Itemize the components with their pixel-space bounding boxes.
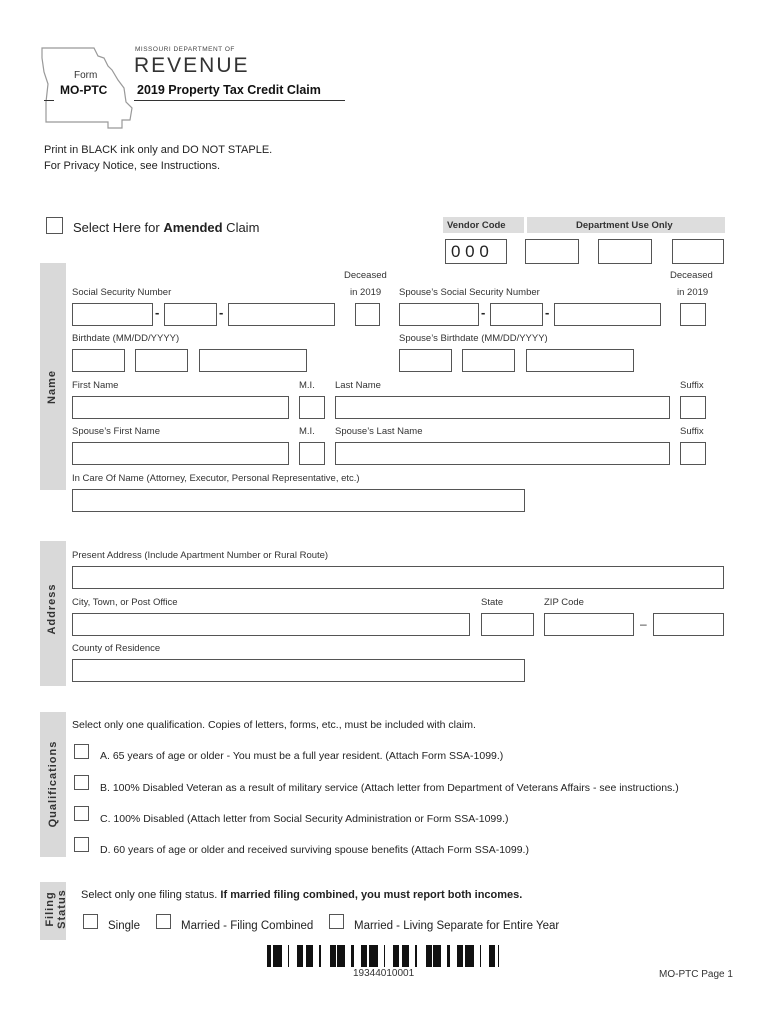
zip-label: ZIP Code [544, 597, 584, 608]
qualifications-band-label: Qualifications [47, 740, 59, 828]
agency-name: REVENUE [134, 54, 250, 77]
ssn-dash-1: - [155, 305, 160, 320]
dept-use-label: Department Use Only [576, 220, 673, 231]
zip-input[interactable] [544, 613, 634, 636]
deceased-year-label: in 2019 [350, 287, 382, 298]
qualification-a-checkbox[interactable] [74, 744, 89, 759]
instruction-line-1: Print in BLACK ink only and DO NOT STAPLE. [44, 144, 273, 156]
barcode-number: 19344010001 [353, 968, 415, 979]
ssn-part-3[interactable] [228, 303, 335, 326]
spouse-suffix-label: Suffix [680, 426, 704, 437]
spouse-birth-year[interactable] [526, 349, 634, 372]
spouse-ssn-part-2[interactable] [490, 303, 543, 326]
state-label: State [481, 597, 504, 608]
name-band-label: Name [46, 370, 58, 404]
amended-bold: Amended [163, 220, 223, 235]
qualification-b-checkbox[interactable] [74, 775, 89, 790]
city-input[interactable] [72, 613, 470, 636]
mi-label: M.I. [299, 380, 315, 391]
spouse-ssn-dash-2: - [545, 305, 550, 320]
ssn-dash-2: - [219, 305, 224, 320]
vendor-code-value: 0 0 0 [451, 242, 489, 261]
spouse-last-name-input[interactable] [335, 442, 670, 465]
filing-intro-bold: If married filing combined, you must report both incomes. [220, 889, 523, 901]
first-name-label: First Name [72, 380, 119, 391]
form-label: Form [74, 70, 98, 81]
spouse-deceased-box[interactable] [680, 303, 706, 326]
suffix-input[interactable] [680, 396, 706, 419]
birth-day[interactable] [135, 349, 188, 372]
barcode-icon [267, 945, 501, 967]
first-name-input[interactable] [72, 396, 289, 419]
birth-month[interactable] [72, 349, 125, 372]
care-of-label: In Care Of Name (Attorney, Executor, Personal Representative, etc.) [72, 473, 360, 484]
filing-combined-label: Married - Filing Combined [181, 920, 314, 932]
zip-dash: – [640, 617, 647, 631]
ssn-label: Social Security Number [72, 287, 172, 298]
spouse-last-name-label: Spouse’s Last Name [335, 426, 423, 437]
spouse-ssn-dash-1: - [481, 305, 486, 320]
qualification-d-text: D. 60 years of age or older and received surviving spouse benefits (Attach Form SSA-1099.) [100, 844, 529, 856]
filing-combined-checkbox[interactable] [156, 914, 171, 929]
dept-box-1 [525, 239, 579, 264]
dept-box-2 [598, 239, 652, 264]
page-number: MO-PTC Page 1 [659, 969, 733, 980]
county-input[interactable] [72, 659, 525, 682]
care-of-input[interactable] [72, 489, 525, 512]
spouse-ssn-part-1[interactable] [399, 303, 479, 326]
spouse-deceased-label: Deceased [670, 270, 713, 281]
form-id: MO-PTC [60, 83, 108, 97]
qualification-b-text: B. 100% Disabled Veteran as a result of military service (Attach letter from Department of Veterans Affairs - see instructions.) [100, 782, 679, 794]
present-address-label: Present Address (Include Apartment Number or Rural Route) [72, 550, 329, 561]
spouse-birth-day[interactable] [462, 349, 515, 372]
spouse-ssn-part-3[interactable] [554, 303, 661, 326]
filing-single-checkbox[interactable] [83, 914, 98, 929]
county-label: County of Residence [72, 643, 161, 654]
amended-checkbox[interactable] [46, 217, 63, 234]
state-input[interactable] [481, 613, 534, 636]
dept-box-3 [672, 239, 724, 264]
qualification-c-checkbox[interactable] [74, 806, 89, 821]
ssn-part-2[interactable] [164, 303, 217, 326]
qualification-a-text: A. 65 years of age or older - You must be a full year resident. (Attach Form SSA-1099.) [100, 750, 504, 762]
filing-status-band-line2: Status [56, 889, 68, 929]
deceased-box[interactable] [355, 303, 380, 326]
qualification-c-text: C. 100% Disabled (Attach letter from Social Security Administration or Form SSA-1099.) [100, 813, 509, 825]
suffix-label: Suffix [680, 380, 704, 391]
filing-single-label: Single [108, 920, 140, 932]
address-band-label: Address [46, 583, 58, 635]
filing-intro-plain: Select only one filing status. [81, 889, 221, 901]
form-title: 2019 Property Tax Credit Claim [137, 83, 321, 97]
title-rule [134, 100, 345, 101]
spouse-suffix-input[interactable] [680, 442, 706, 465]
amended-suffix: Claim [222, 220, 260, 235]
form-id-underline [44, 100, 54, 101]
zip-ext-input[interactable] [653, 613, 724, 636]
ssn-part-1[interactable] [72, 303, 153, 326]
spouse-deceased-year-label: in 2019 [677, 287, 709, 298]
filing-status-band-line1: Filing [44, 891, 56, 927]
qualification-d-checkbox[interactable] [74, 837, 89, 852]
mi-input[interactable] [299, 396, 325, 419]
spouse-birth-month[interactable] [399, 349, 452, 372]
birthdate-label: Birthdate (MM/DD/YYYY) [72, 333, 180, 344]
spouse-mi-input[interactable] [299, 442, 325, 465]
filing-separate-label: Married - Living Separate for Entire Year [354, 920, 560, 932]
spouse-first-name-label: Spouse’s First Name [72, 426, 160, 437]
deceased-label: Deceased [344, 270, 387, 281]
spouse-ssn-label: Spouse’s Social Security Number [399, 287, 540, 298]
filing-separate-checkbox[interactable] [329, 914, 344, 929]
last-name-input[interactable] [335, 396, 670, 419]
vendor-code-label: Vendor Code [447, 220, 506, 231]
birth-year[interactable] [199, 349, 307, 372]
city-label: City, Town, or Post Office [72, 597, 178, 608]
amended-prefix: Select Here for [73, 220, 164, 235]
agency-label: MISSOURI DEPARTMENT OF [135, 46, 235, 53]
present-address-input[interactable] [72, 566, 724, 589]
filing-status-intro [81, 889, 522, 901]
instruction-line-2: For Privacy Notice, see Instructions. [44, 160, 221, 172]
spouse-mi-label: M.I. [299, 426, 315, 437]
last-name-label: Last Name [335, 380, 381, 391]
spouse-first-name-input[interactable] [72, 442, 289, 465]
amended-label [73, 220, 259, 235]
spouse-birthdate-label: Spouse’s Birthdate (MM/DD/YYYY) [399, 333, 548, 344]
qualifications-intro: Select only one qualification. Copies of letters, forms, etc., must be included with claim. [72, 719, 476, 731]
